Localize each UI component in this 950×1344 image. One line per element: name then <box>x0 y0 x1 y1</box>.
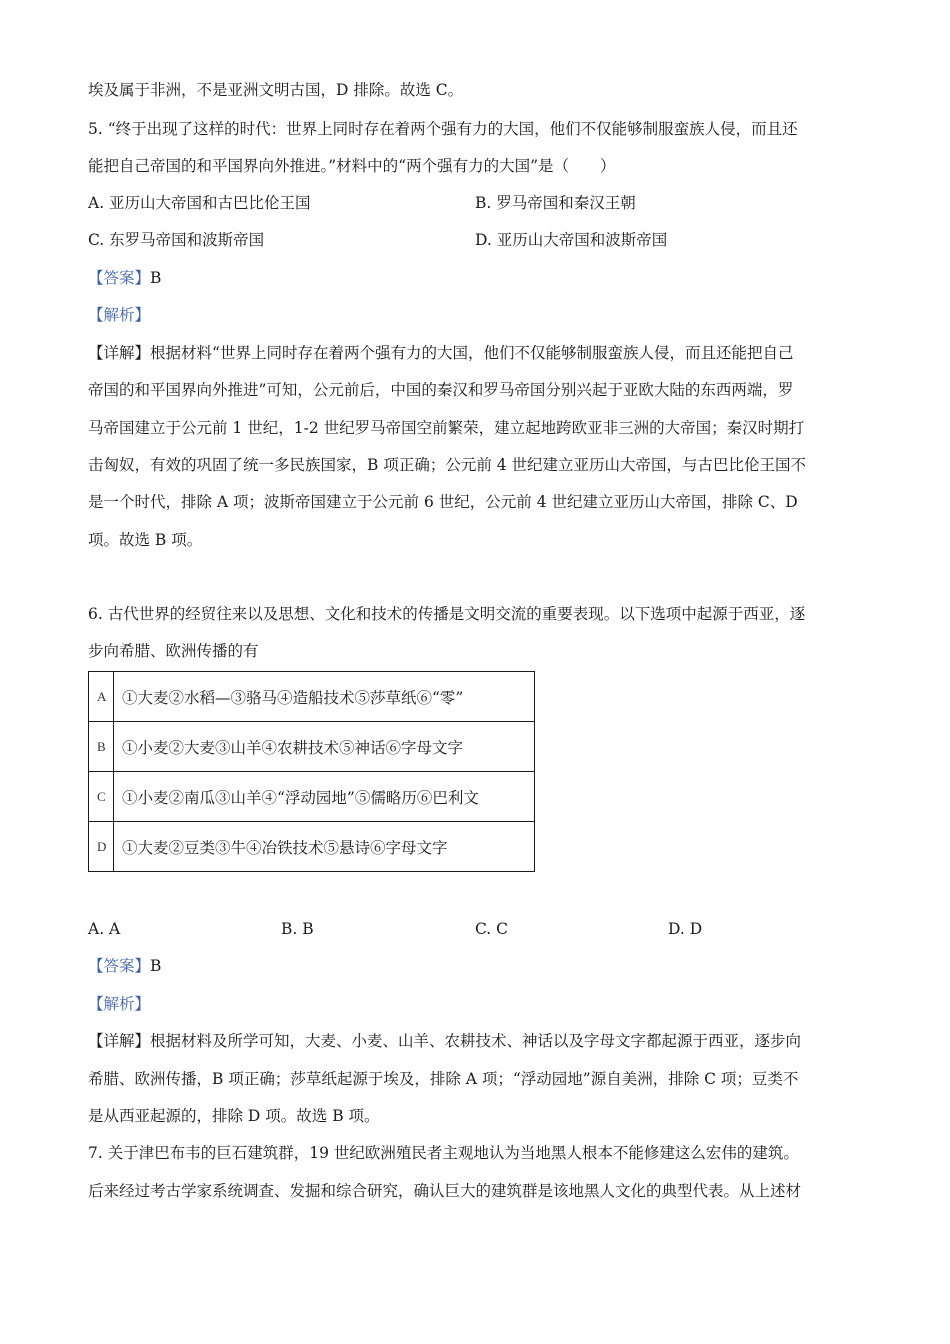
table-row-content: ①小麦②南瓜③山羊④“浮动园地”⑤儒略历⑥巴利文 <box>114 772 535 822</box>
q7-stem-line-2: 后来经过考古学家系统调查、发掘和综合研究，确认巨大的建筑群是该地黑人文化的典型代表。从上述材 <box>88 1182 802 1200</box>
table-row <box>89 722 535 772</box>
q6-answer-tag: 【答案】 <box>88 957 151 975</box>
q5-detail-text-1: 根据材料“世界上同时存在着两个强有力的大国，他们不仅能够制服蛮族人侵，而且还能把自己 <box>150 344 794 362</box>
q6-analysis-tag: 【解析】 <box>88 995 151 1013</box>
table-row <box>89 822 535 872</box>
q5-option-c: C. 东罗马帝国和波斯帝国 <box>88 231 265 249</box>
table-row-label: D <box>89 822 114 872</box>
table-row-content: ①小麦②大麦③山羊④农耕技术⑤神话⑥字母文字 <box>114 722 535 772</box>
q6-stem-line-1: 6. 古代世界的经贸往来以及思想、文化和技术的传播是文明交流的重要表现。以下选项中起源于西亚，逐 <box>88 605 806 623</box>
table-row-content: ①大麦②豆类③牛④冶铁技术⑤悬诗⑥字母文字 <box>114 822 535 872</box>
q5-detail-line-3: 马帝国建立于公元前 1 世纪，1-2 世纪罗马帝国空前繁荣，建立起地跨欧亚非三洲的大帝国；秦汉时期打 <box>88 419 805 437</box>
q5-answer-tag: 【答案】 <box>88 269 151 287</box>
q5-option-a: A. 亚历山大帝国和古巴比伦王国 <box>88 194 311 212</box>
q5-option-b: B. 罗马帝国和秦汉王朝 <box>475 194 636 212</box>
q5-detail-line-5: 是一个时代，排除 A 项；波斯帝国建立于公元前 6 世纪，公元前 4 世纪建立亚历山大帝国，排除 C、D <box>88 493 798 511</box>
q6-choices-table <box>88 671 535 872</box>
q5-answer <box>88 268 161 288</box>
q6-detail-tag: 【详解】 <box>88 1032 151 1050</box>
q6-detail-line-3: 是从西亚起源的，排除 D 项。故选 B 项。 <box>88 1107 380 1125</box>
q5-answer-value: B <box>150 269 162 287</box>
table-row-content: ①大麦②水稻—③骆马④造船技术⑤莎草纸⑥“零” <box>114 672 535 722</box>
q5-detail-line-1 <box>88 343 793 363</box>
q6-option-a: A. A <box>88 920 121 938</box>
q6-detail-line-2: 希腊、欧洲传播，B 项正确；莎草纸起源于埃及，排除 A 项；“浮动园地”源自美洲，排除 C 项；豆类不 <box>88 1070 799 1088</box>
q5-option-d: D. 亚历山大帝国和波斯帝国 <box>475 231 668 249</box>
table-row <box>89 672 535 722</box>
q6-stem-line-2: 步向希腊、欧洲传播的有 <box>88 642 259 660</box>
q5-analysis-tag: 【解析】 <box>88 306 151 324</box>
table-row <box>89 772 535 822</box>
q6-option-b: B. B <box>281 920 314 938</box>
prev-answer-tail: 埃及属于非洲，不是亚洲文明古国，D 排除。故选 C。 <box>88 81 464 99</box>
table-row-label: B <box>89 722 114 772</box>
q5-detail-line-6: 项。故选 B 项。 <box>88 531 203 549</box>
q7-stem-line-1: 7. 关于津巴布韦的巨石建筑群，19 世纪欧洲殖民者主观地认为当地黑人根本不能修建这么宏伟的建筑。 <box>88 1144 799 1162</box>
q6-answer <box>88 956 161 976</box>
q5-stem-line-1: 5. “终于出现了这样的时代：世界上同时存在着两个强有力的大国，他们不仅能够制服蛮族人侵，而且还 <box>88 120 798 138</box>
q5-detail-line-4: 击匈奴，有效的巩固了统一多民族国家，B 项正确；公元前 4 世纪建立亚历山大帝国，与古巴比伦王国不 <box>88 456 807 474</box>
q6-option-d: D. D <box>668 920 703 938</box>
q5-detail-line-2: 帝国的和平国界向外推进”可知，公元前后，中国的秦汉和罗马帝国分别兴起于亚欧大陆的东西两端，罗 <box>88 381 794 399</box>
q5-stem-line-2: 能把自己帝国的和平国界向外推进。”材料中的“两个强有力的大国”是（ ） <box>88 157 616 175</box>
table-row-label: C <box>89 772 114 822</box>
q5-detail-tag: 【详解】 <box>88 344 151 362</box>
q6-detail-line-1 <box>88 1031 801 1051</box>
table-row-label: A <box>89 672 114 722</box>
q6-detail-text-1: 根据材料及所学可知，大麦、小麦、山羊、农耕技术、神话以及字母文字都起源于西亚，逐步向 <box>150 1032 802 1050</box>
q6-answer-value: B <box>150 957 162 975</box>
q6-option-c: C. C <box>475 920 509 938</box>
